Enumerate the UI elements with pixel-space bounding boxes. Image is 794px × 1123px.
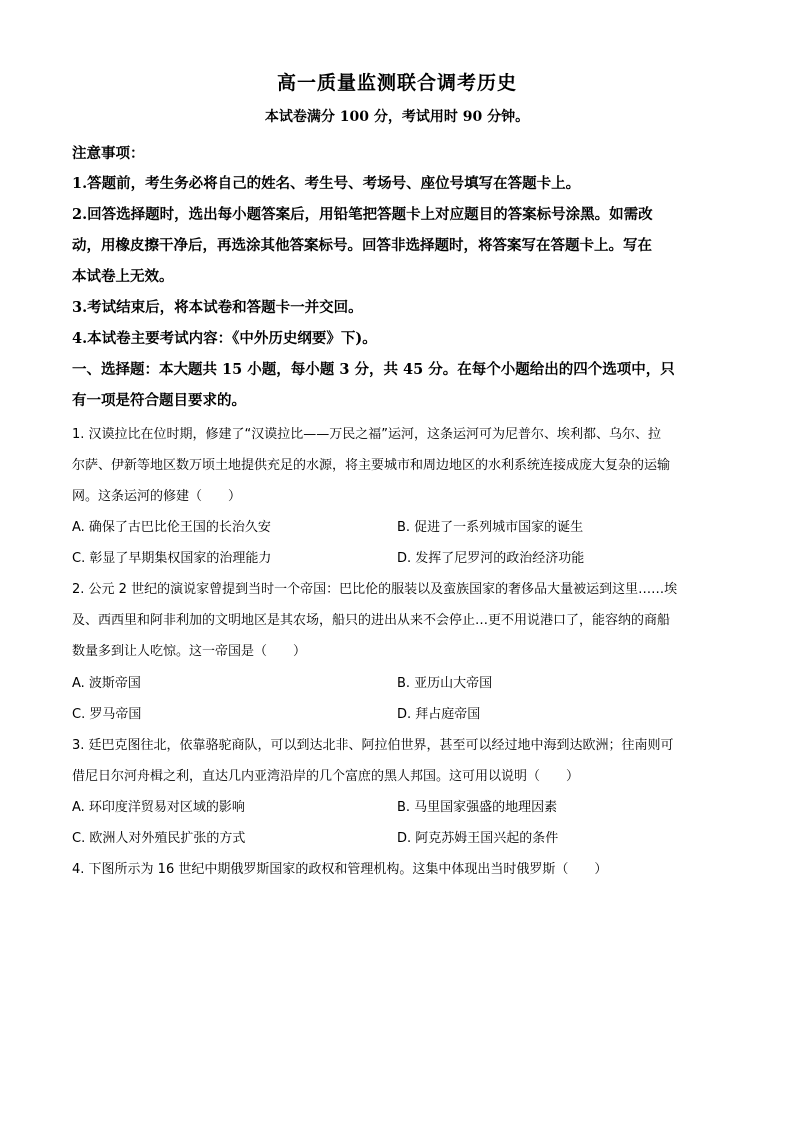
question-1-stem: 网。这条运河的修建（ ）: [72, 489, 242, 504]
note-line: 动，用橡皮擦干净后，再选涂其他答案标号。回答非选择题时，将答案写在答题卡上。写在: [72, 237, 652, 254]
question-2-option-d: D. 拜占庭帝国: [397, 707, 481, 722]
notes-heading: 注意事项：: [72, 145, 145, 162]
question-3-option-a: A. 环印度洋贸易对区域的影响: [72, 800, 245, 815]
question-2-stem: 2. 公元 2 世纪的演说家曾提到当时一个帝国：巴比伦的服装以及蛮族国家的奢侈品大量被运到这里……埃: [72, 582, 678, 597]
question-2-stem: 数量多到让人吃惊。这一帝国是（ ）: [72, 644, 307, 659]
question-3-stem: 3. 廷巴克图往北，依靠骆驼商队，可以到达北非、阿拉伯世界，甚至可以经过地中海到达欧洲；往南则可: [72, 738, 674, 753]
question-1-stem: 尔萨、伊新等地区数万顷土地提供充足的水源，将主要城市和周边地区的水利系统连接成庞大复杂的运输: [72, 458, 671, 473]
question-2-stem: 及、西西里和阿非利加的文明地区是其农场，船只的进出从来不会停止…更不用说港口了，能容纳的商船: [72, 613, 671, 628]
question-4-stem: 4. 下图所示为 16 世纪中期俄罗斯国家的政权和管理机构。这集中体现出当时俄罗斯（ ）: [72, 862, 608, 877]
note-line: 4.本试卷主要考试内容：《中外历史纲要》下)。: [72, 330, 377, 347]
note-line: 1.答题前，考生务必将自己的姓名、考生号、考场号、座位号填写在答题卡上。: [72, 175, 581, 192]
question-2-option-a: A. 波斯帝国: [72, 676, 141, 691]
section-heading-line: 一、选择题：本大题共 15 小题，每小题 3 分，共 45 分。在每个小题给出的四个选项中，只: [72, 361, 675, 378]
question-3-option-d: D. 阿克苏姆王国兴起的条件: [397, 831, 559, 846]
question-1-option-b: B. 促进了一系列城市国家的诞生: [397, 520, 584, 535]
note-line: 3.考试结束后，将本试卷和答题卡一并交回。: [72, 299, 363, 316]
note-line: 本试卷上无效。: [72, 268, 174, 285]
question-1-stem: 1. 汉谟拉比在位时期，修建了“汉谟拉比——万民之福”运河，这条运河可为尼普尔、埃利都、乌尔、拉: [72, 427, 662, 442]
exam-title: 高一质量监测联合调考历史: [276, 72, 517, 94]
question-3-option-b: B. 马里国家强盛的地理因素: [397, 800, 558, 815]
exam-subtitle: 本试卷满分 100 分，考试用时 90 分钟。: [264, 109, 530, 125]
section-heading-line: 有一项是符合题目要求的。: [72, 392, 246, 409]
note-line: 2.回答选择题时，选出每小题答案后，用铅笔把答题卡上对应题目的答案标号涂黑。如需改: [72, 206, 653, 223]
question-1-option-a: A. 确保了古巴比伦王国的长治久安: [72, 520, 271, 535]
question-2-option-b: B. 亚历山大帝国: [397, 676, 493, 691]
question-3-option-c: C. 欧洲人对外殖民扩张的方式: [72, 831, 246, 846]
question-3-stem: 借尼日尔河舟楫之利，直达几内亚湾沿岸的几个富庶的黑人邦国。这可用以说明（ ）: [72, 769, 580, 784]
question-1-option-c: C. 彰显了早期集权国家的治理能力: [72, 551, 272, 566]
question-1-option-d: D. 发挥了尼罗河的政治经济功能: [397, 551, 585, 566]
question-2-option-c: C. 罗马帝国: [72, 707, 142, 722]
